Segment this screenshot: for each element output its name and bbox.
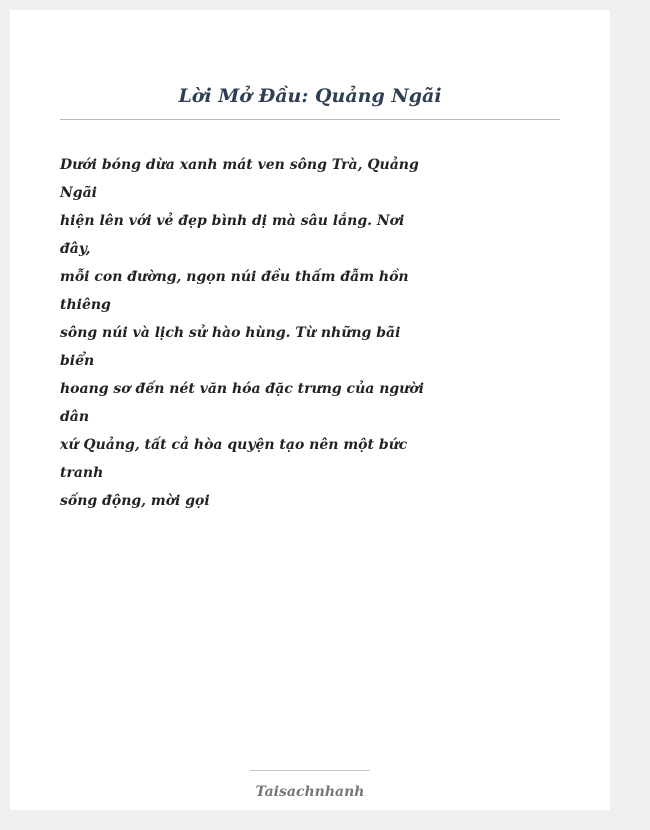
title-divider — [60, 119, 560, 120]
text-line: sông núi và lịch sử hào hùng. Từ những bãi — [60, 325, 401, 341]
text-line: Ngãi — [60, 185, 97, 201]
footer-brand: Taisachnhanh — [255, 784, 365, 800]
footer-divider — [250, 770, 370, 771]
text-line: sống động, mời gọi — [60, 493, 210, 509]
text-line: dân — [60, 409, 90, 425]
document-page — [10, 10, 610, 810]
body-paragraph — [60, 151, 424, 515]
text-line: tranh — [60, 465, 104, 481]
text-line: Dưới bóng dừa xanh mát ven sông Trà, Quảng — [60, 157, 419, 173]
text-line: thiêng — [60, 297, 111, 313]
text-line: hoang sơ đến nét văn hóa đặc trưng của người — [60, 381, 424, 397]
text-line: đây, — [60, 241, 91, 257]
text-line: hiện lên với vẻ đẹp bình dị mà sâu lắng. Nơi — [60, 213, 405, 229]
text-line: biển — [60, 353, 95, 369]
page-title: Lời Mở Đầu: Quảng Ngãi — [178, 85, 442, 107]
text-line: xứ Quảng, tất cả hòa quyện tạo nên một bức — [60, 437, 408, 453]
text-line: mỗi con đường, ngọn núi đều thấm đẫm hồn — [60, 269, 409, 285]
